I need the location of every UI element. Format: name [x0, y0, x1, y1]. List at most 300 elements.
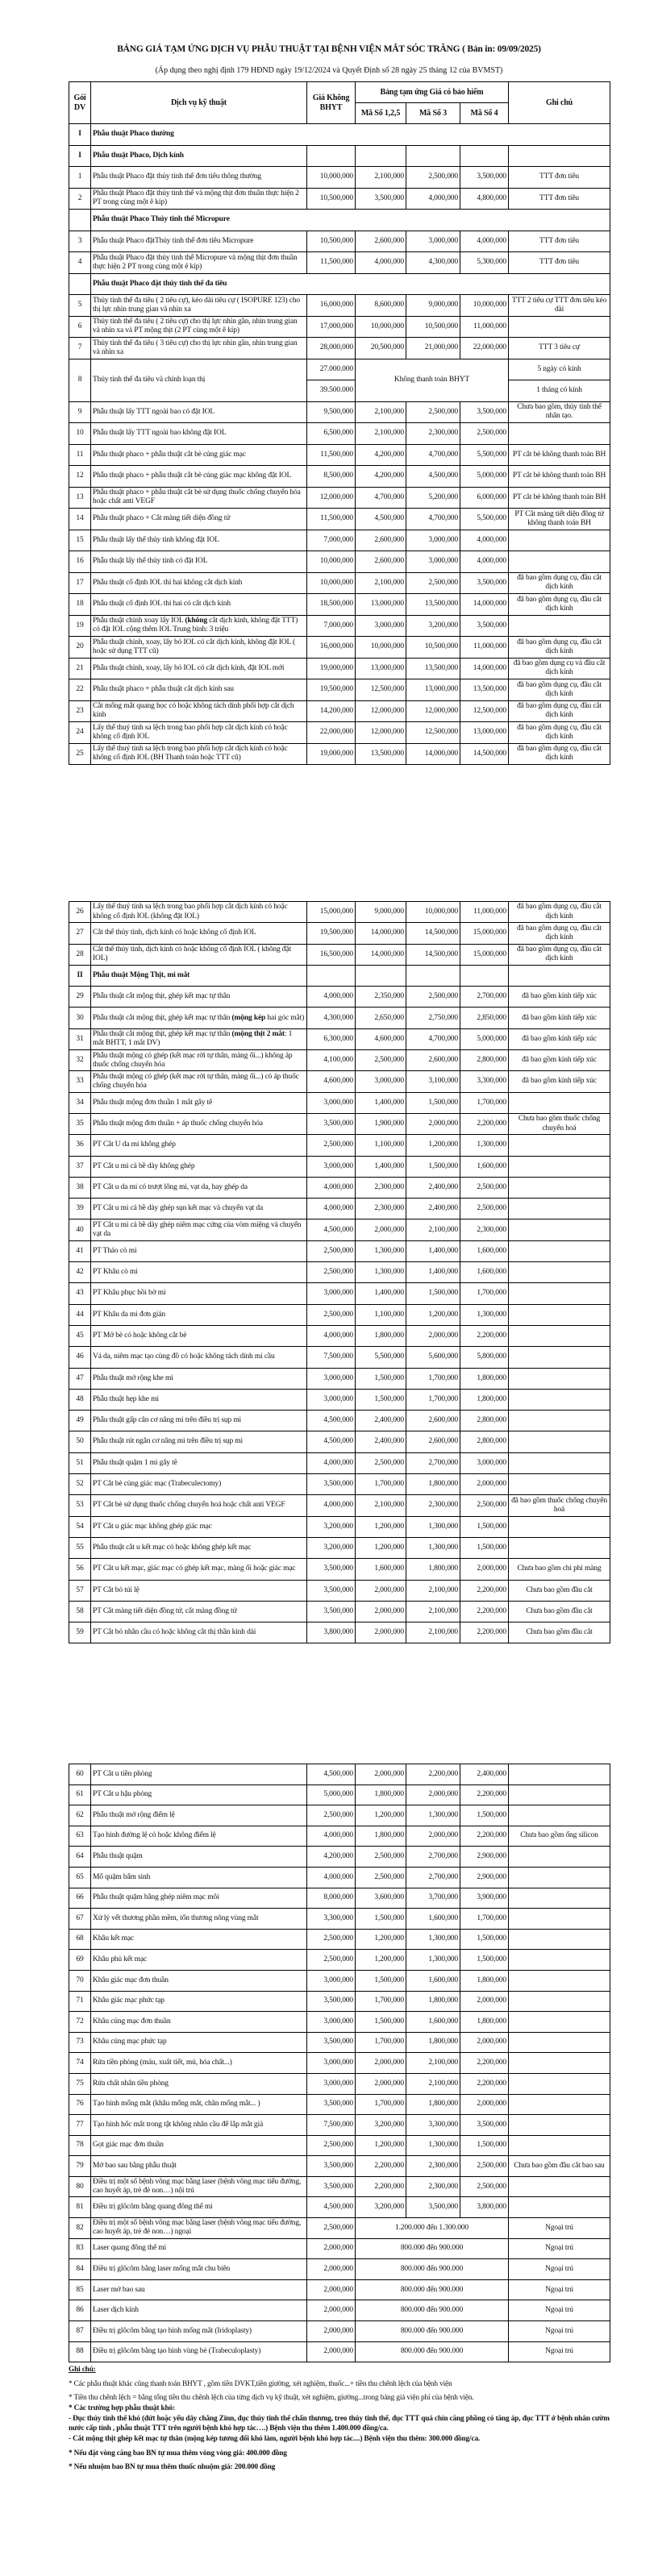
- table-row: [69, 1537, 610, 1558]
- row-number: 20: [69, 637, 91, 659]
- price-no-insurance: 6,300,000: [307, 1028, 356, 1049]
- price-no-insurance: 2,500,000: [307, 1950, 356, 1971]
- table-row: [69, 295, 610, 317]
- table-row: [69, 1826, 610, 1847]
- service-name: Phẫu thuật mộng có ghép (kết mạc rời tự thân, màng ối...) có áp thuốc chống chuyển hóa: [91, 1071, 307, 1092]
- note: [509, 1177, 610, 1198]
- price-code-3: 14,500,000: [406, 944, 460, 965]
- price-no-insurance: 3,000,000: [307, 1156, 356, 1177]
- service-name: Cắt thể thủy tinh, dịch kính có hoặc không cố định IOL: [91, 923, 307, 944]
- price-code-125: 2,350,000: [356, 987, 406, 1008]
- price-code-4: 12,500,000: [460, 700, 509, 722]
- price-no-insurance: 3,000,000: [307, 2053, 356, 2074]
- price-no-insurance: 2,500,000: [307, 1135, 356, 1156]
- price-code-3: 2,100,000: [406, 2073, 460, 2094]
- table-row: [69, 2218, 610, 2239]
- table-row: [69, 1580, 610, 1601]
- price-code-3: 3,000,000: [406, 551, 460, 573]
- row-number: 77: [69, 2115, 91, 2136]
- row-number: 23: [69, 700, 91, 722]
- price-code-4: 1,800,000: [460, 1389, 509, 1410]
- row-number: 31: [69, 1028, 91, 1049]
- price-code-125: 2,400,000: [356, 1431, 406, 1452]
- price-code-125: 2,500,000: [356, 1847, 406, 1868]
- price-no-insurance: 3,500,000: [307, 1991, 356, 2012]
- price-code-125: 1,700,000: [356, 2032, 406, 2053]
- table-row: [69, 1452, 610, 1473]
- price-no-insurance: 6,500,000: [307, 423, 356, 445]
- note: Chưa bao gồm đầu cắt: [509, 1601, 610, 1622]
- price-code-4: 5,500,000: [460, 444, 509, 466]
- price-no-insurance: 4,600,000: [307, 1071, 356, 1092]
- empty-cell: [307, 145, 356, 167]
- note: TTT đơn tiêu: [509, 252, 610, 274]
- price-no-insurance: 19,000,000: [307, 658, 356, 679]
- price-code-4: 1,300,000: [460, 1304, 509, 1325]
- price-no-insurance: 3,200,000: [307, 1537, 356, 1558]
- price-no-insurance: 4,200,000: [307, 1847, 356, 1868]
- price-code-3: 1,700,000: [406, 1368, 460, 1389]
- service-name: Khâu kết mạc: [91, 1929, 307, 1950]
- service-name: Tạo hình hốc mắt trong tật không nhãn cầu để lắp mắt giả: [91, 2115, 307, 2136]
- service-name: Phẫu thuật quặm 1 mi gây tê: [91, 1452, 307, 1473]
- section-title: Phẫu thuật Phaco, Dịch kính: [91, 145, 307, 167]
- price-code-125: 1,200,000: [356, 1805, 406, 1826]
- note-item: - Cắt mộng thịt ghép kết mạc tự thân (mộng kép tương đối khó làm, người bệnh khó hợp tác....) Bệnh viện thu thêm: 300.000 đồng/ca.: [69, 2435, 481, 2444]
- note: Ngoại trú: [509, 2218, 610, 2239]
- price-code-125: 2,200,000: [356, 2176, 406, 2197]
- table-row: [69, 1970, 610, 1991]
- price-code-4: 11,000,000: [460, 637, 509, 659]
- service-name-part: Phẫu thuật cắt mộng thịt, ghép kết mạc tự thân: [93, 1013, 232, 1022]
- price-no-insurance: 4,000,000: [307, 1826, 356, 1847]
- price-code-4: 5,800,000: [460, 1347, 509, 1368]
- price-code-4: 2,000,000: [460, 1991, 509, 2012]
- price-code-125: 10,000,000: [356, 637, 406, 659]
- price-code-125: 2,100,000: [356, 1495, 406, 1516]
- table-row: [69, 700, 610, 722]
- price-code-4: 4,000,000: [460, 530, 509, 551]
- note: [509, 1431, 610, 1452]
- service-name: Phẫu thuật phaco + phẫu thuật cắt bè củng giác mạc không đặt IOL: [91, 466, 307, 488]
- price-code-4: 3,500,000: [460, 615, 509, 637]
- row-number: 19: [69, 615, 91, 637]
- note: TTT 2 tiêu cự TTT đơn tiêu kéo dài: [509, 295, 610, 317]
- insurance-range: 800.000 đến 900.000: [356, 2259, 509, 2280]
- table-row: [69, 1135, 610, 1156]
- service-name: PT Khâu da mi đơn giản: [91, 1304, 307, 1325]
- price-code-125: 1,500,000: [356, 1909, 406, 1930]
- table-row: [69, 1495, 610, 1516]
- note: TTT 3 tiêu cự: [509, 338, 610, 359]
- table-row: [69, 1559, 610, 1580]
- price-code-3: 1,300,000: [406, 1805, 460, 1826]
- price-no-insurance: 3,000,000: [307, 2012, 356, 2033]
- price-code-4: 22,000,000: [460, 338, 509, 359]
- price-no-insurance: 2,000,000: [307, 2321, 356, 2342]
- section-row: [69, 145, 610, 167]
- price-code-125: 2,400,000: [356, 1411, 406, 1431]
- note-item: * Tiền thu chênh lệch = bằng tổng tiền thu chênh lệch của từng dịch vụ kỹ thuật, xét nghiệm, giường...trong bảng giá viện phí của bệnh viện.: [69, 2394, 474, 2403]
- table-row: [69, 1867, 610, 1888]
- price-code-3: 2,500,000: [406, 167, 460, 189]
- price-no-insurance: 4,000,000: [307, 1867, 356, 1888]
- price-code-4: 3,300,000: [460, 1071, 509, 1092]
- price-code-125: 1,200,000: [356, 2135, 406, 2156]
- service-name: Thủy tinh thể đa tiêu ( 2 tiêu cự), kéo dài tiêu cự ( ISOPURE 123) cho thị lực nhìn trung gian và nhìn xa: [91, 295, 307, 317]
- service-name: Mở bao sau bằng phẫu thuật: [91, 2156, 307, 2177]
- price-no-insurance: 3,500,000: [307, 2094, 356, 2115]
- price-code-125: 2,000,000: [356, 1622, 406, 1643]
- service-name: Phẫu thuật Phaco đặt thủy tinh thể Micropure và mộng thịt đơn thuần thực hiện 2 PT trong cùng một ê kíp): [91, 252, 307, 274]
- table-row: [69, 1601, 610, 1622]
- service-name: Phẫu thuật hẹp khe mi: [91, 1389, 307, 1410]
- price-code-4: 2,200,000: [460, 1785, 509, 1805]
- price-code-125: 5,500,000: [356, 1347, 406, 1368]
- table-row: [69, 1368, 610, 1389]
- row-number: 67: [69, 1909, 91, 1930]
- service-name: Rửa chất nhân tiền phòng: [91, 2073, 307, 2094]
- table-row: [69, 679, 610, 701]
- row-number: 22: [69, 679, 91, 701]
- row-number: 37: [69, 1156, 91, 1177]
- note: [509, 1219, 610, 1240]
- row-number: 68: [69, 1929, 91, 1950]
- service-name: Phẫu thuật quặm: [91, 1847, 307, 1868]
- price-code-3: 3,200,000: [406, 615, 460, 637]
- service-name: PT Cắt u tiền phòng: [91, 1764, 307, 1785]
- table-row: [69, 2053, 610, 2074]
- price-code-3: 3,100,000: [406, 1071, 460, 1092]
- price-no-insurance: 3,000,000: [307, 1970, 356, 1991]
- price-code-4: 4,000,000: [460, 231, 509, 252]
- table-row: [69, 188, 610, 210]
- price-code-3: 1,300,000: [406, 1929, 460, 1950]
- service-name-part: : 1 mắt BHTT, 1 mắt DV): [93, 1030, 293, 1048]
- price-no-insurance: 10,000,000: [307, 551, 356, 573]
- price-code-3: 1,300,000: [406, 2135, 460, 2156]
- table-row: [69, 1991, 610, 2012]
- row-number: 12: [69, 466, 91, 488]
- insurance-merged: Không thanh toán BHYT: [356, 359, 509, 401]
- table-row: [69, 1199, 610, 1219]
- price-no-insurance: 4,000,000: [307, 1199, 356, 1219]
- table-row: [69, 743, 610, 765]
- row-number: 51: [69, 1452, 91, 1473]
- price-code-3: 4,000,000: [406, 188, 460, 210]
- price-code-4: 1,500,000: [460, 1805, 509, 1826]
- table-row: [69, 444, 610, 466]
- price-code-4: 1,500,000: [460, 1516, 509, 1537]
- insurance-range: 800.000 đến 900.000: [356, 2238, 509, 2259]
- price-code-125: 4,200,000: [356, 466, 406, 488]
- price-code-3: 2,100,000: [406, 1601, 460, 1622]
- service-name: PT Cắt bè củng giác mạc (Trabeculectomy): [91, 1474, 307, 1495]
- price-code-4: 2,300,000: [460, 1219, 509, 1240]
- price-code-4: 1,800,000: [460, 1970, 509, 1991]
- table-row: [69, 923, 610, 944]
- section-number: II: [69, 965, 91, 986]
- price-code-125: 1,200,000: [356, 1516, 406, 1537]
- table-row: [69, 1156, 610, 1177]
- table-row: [69, 1411, 610, 1431]
- service-name: Khâu củng mạc đơn thuần: [91, 2012, 307, 2033]
- price-code-3: 1,800,000: [406, 2094, 460, 2115]
- section-number: I: [69, 145, 91, 167]
- price-code-3: 4,500,000: [406, 466, 460, 488]
- price-code-125: 1,500,000: [356, 1368, 406, 1389]
- row-number: 86: [69, 2300, 91, 2321]
- price-code-3: 3,700,000: [406, 1888, 460, 1909]
- table-row: [69, 1431, 610, 1452]
- price-code-125: 2,500,000: [356, 1452, 406, 1473]
- price-code-125: 20,500,000: [356, 338, 406, 359]
- price-code-3: 1,600,000: [406, 1970, 460, 1991]
- insurance-range: 800.000 đến 900.000: [356, 2279, 509, 2300]
- table-row: [69, 615, 610, 637]
- note-item: * Nếu đặt vòng căng bao BN tự mua thêm vòng vòng giá: 400.000 đồng: [69, 2449, 287, 2458]
- price-no-insurance: 3,500,000: [307, 1474, 356, 1495]
- price-code-3: 10,500,000: [406, 637, 460, 659]
- price-code-125: 1,100,000: [356, 1135, 406, 1156]
- note: TTT đơn tiêu: [509, 167, 610, 189]
- note: đã bao gồm dụng cụ và đầu cắt dịch kính: [509, 658, 610, 679]
- note: đã bao gồm kính tiếp xúc: [509, 1028, 610, 1049]
- price-no-insurance: 18,500,000: [307, 594, 356, 616]
- row-number: 80: [69, 2176, 91, 2197]
- price-code-125: 1,200,000: [356, 1950, 406, 1971]
- note: đã bao gồm dụng cụ, đầu cắt dịch kính: [509, 743, 610, 765]
- price-code-125: 2,000,000: [356, 1580, 406, 1601]
- price-code-125: 1,800,000: [356, 1826, 406, 1847]
- row-number: 57: [69, 1580, 91, 1601]
- row-number: 8: [69, 359, 91, 401]
- header-code-4: Mã Số 4: [460, 103, 509, 124]
- price-code-4: 2,800,000: [460, 1411, 509, 1431]
- service-name: Laser quang đông thể mi: [91, 2238, 307, 2259]
- price-code-125: 13,000,000: [356, 658, 406, 679]
- row-number: 79: [69, 2156, 91, 2177]
- price-code-3: 1,500,000: [406, 1092, 460, 1113]
- table-row: [69, 2094, 610, 2115]
- price-code-125: 1,500,000: [356, 2012, 406, 2033]
- table-row: [69, 722, 610, 744]
- service-name: Phẫu thuật mở rộng điểm lệ: [91, 1805, 307, 1826]
- row-number: 50: [69, 1431, 91, 1452]
- price-code-125: 2,100,000: [356, 423, 406, 445]
- price-code-4: 5,000,000: [460, 1028, 509, 1049]
- row-number: 56: [69, 1559, 91, 1580]
- price-code-4: 2,800,000: [460, 1050, 509, 1071]
- table-row: [69, 1805, 610, 1826]
- price-code-125: 14,000,000: [356, 923, 406, 944]
- price-code-3: 1,300,000: [406, 1537, 460, 1558]
- table-row: [69, 1622, 610, 1643]
- note: [509, 1474, 610, 1495]
- service-name: Khâu củng mạc phức tạp: [91, 2032, 307, 2053]
- price-code-125: 1,700,000: [356, 1474, 406, 1495]
- table-row: [69, 1909, 610, 1930]
- price-code-4: 2,700,000: [460, 987, 509, 1008]
- table-row: [69, 2176, 610, 2197]
- price-no-insurance: 7,500,000: [307, 1347, 356, 1368]
- table-row: [69, 401, 610, 423]
- price-code-4: 2,500,000: [460, 423, 509, 445]
- service-name-bold: (mộng kép: [231, 1013, 266, 1022]
- service-name: Phẫu thuật mở rộng khe mi: [91, 1368, 307, 1389]
- row-number: 75: [69, 2073, 91, 2094]
- price-code-3: 4,700,000: [406, 1028, 460, 1049]
- price-code-125: 4,600,000: [356, 1028, 406, 1049]
- note: [509, 1347, 610, 1368]
- price-code-125: 2,300,000: [356, 1177, 406, 1198]
- price-code-3: 2,300,000: [406, 2176, 460, 2197]
- row-number: 14: [69, 509, 91, 530]
- price-no-insurance: 2,000,000: [307, 2238, 356, 2259]
- note: [509, 1950, 610, 1971]
- price-no-insurance: 16,500,000: [307, 944, 356, 965]
- note: 1 tháng có kính: [509, 380, 610, 402]
- price-code-3: 1,600,000: [406, 2012, 460, 2033]
- price-code-125: 1,100,000: [356, 1304, 406, 1325]
- price-code-3: 9,000,000: [406, 295, 460, 317]
- note: [509, 1325, 610, 1346]
- price-code-3: 4,700,000: [406, 509, 460, 530]
- service-name: Lấy thể thuỷ tinh sa lệch trong bao phối hợp cắt dịch kính có hoặc không cố định IOL: [91, 722, 307, 744]
- price-code-125: 1,400,000: [356, 1283, 406, 1304]
- price-code-4: 10,000,000: [460, 295, 509, 317]
- price-code-125: 14,000,000: [356, 944, 406, 965]
- price-code-3: 21,000,000: [406, 338, 460, 359]
- row-number: 24: [69, 722, 91, 744]
- price-code-4: 2,400,000: [460, 1764, 509, 1785]
- price-code-3: 1,400,000: [406, 1262, 460, 1283]
- price-code-125: 3,000,000: [356, 615, 406, 637]
- price-no-insurance: 2,000,000: [307, 2279, 356, 2300]
- price-code-4: 3,500,000: [460, 572, 509, 594]
- price-code-4: 11,000,000: [460, 316, 509, 338]
- price-code-3: 14,000,000: [406, 743, 460, 765]
- row-number: 54: [69, 1516, 91, 1537]
- row-number: 61: [69, 1785, 91, 1805]
- price-code-4: 3,800,000: [460, 2197, 509, 2218]
- price-code-125: 1,400,000: [356, 1092, 406, 1113]
- service-name: Mổ quặm bẩm sinh: [91, 1867, 307, 1888]
- price-no-insurance: 2,500,000: [307, 2135, 356, 2156]
- price-code-4: 14,500,000: [460, 743, 509, 765]
- price-code-4: 6,000,000: [460, 487, 509, 509]
- header-group: Gói DV: [69, 82, 91, 124]
- row-number: 36: [69, 1135, 91, 1156]
- note: [509, 1135, 610, 1156]
- note: [509, 1991, 610, 2012]
- table-row: [69, 1347, 610, 1368]
- price-no-insurance: 3,000,000: [307, 2073, 356, 2094]
- row-number: 6: [69, 316, 91, 338]
- price-no-insurance: 4,000,000: [307, 987, 356, 1008]
- note: Ngoại trú: [509, 2341, 610, 2362]
- table-row: [69, 594, 610, 616]
- row-number: 73: [69, 2032, 91, 2053]
- price-no-insurance: 4,000,000: [307, 1177, 356, 1198]
- note: [509, 1262, 610, 1283]
- row-number: 3: [69, 231, 91, 252]
- price-code-125: 1,900,000: [356, 1113, 406, 1134]
- price-code-3: 2,700,000: [406, 1867, 460, 1888]
- table-row: [69, 1092, 610, 1113]
- row-number: 85: [69, 2279, 91, 2300]
- price-code-3: 2,100,000: [406, 2053, 460, 2074]
- table-row: [69, 466, 610, 488]
- row-number: 33: [69, 1071, 91, 1092]
- price-code-125: 2,000,000: [356, 2073, 406, 2094]
- price-code-3: 2,200,000: [406, 1764, 460, 1785]
- service-name: Laser dịch kính: [91, 2300, 307, 2321]
- price-code-125: 12,000,000: [356, 722, 406, 744]
- service-name: Phẫu thuật rút ngắn cơ nâng mi trên điều trị sụp mi: [91, 1431, 307, 1452]
- price-code-3: 2,700,000: [406, 1452, 460, 1473]
- row-number: 15: [69, 530, 91, 551]
- empty-cell: [356, 145, 406, 167]
- price-code-125: 3,200,000: [356, 2197, 406, 2218]
- header-price-no-insurance: Giá Không BHYT: [307, 82, 356, 124]
- note: [509, 1805, 610, 1826]
- table-row: [69, 1929, 610, 1950]
- price-code-3: 1,500,000: [406, 1283, 460, 1304]
- price-code-125: 1,700,000: [356, 1991, 406, 2012]
- price-code-3: 1,800,000: [406, 1559, 460, 1580]
- service-name: Phẫu thuật lấy thể thủy tinh không đặt IOL: [91, 530, 307, 551]
- price-no-insurance: 4,500,000: [307, 1411, 356, 1431]
- price-code-4: 1,600,000: [460, 1262, 509, 1283]
- note: đã bao gồm dụng cụ, đầu cắt dịch kính: [509, 923, 610, 944]
- service-name: Điều trị glôcôm bằng tạo hình vùng bè (Trabeculoplasty): [91, 2341, 307, 2362]
- note: Ngoại trú: [509, 2321, 610, 2342]
- table-row: [69, 1764, 610, 1785]
- price-code-4: 3,500,000: [460, 167, 509, 189]
- table-row: [69, 252, 610, 274]
- table-row: [69, 2197, 610, 2218]
- table-row: [69, 1028, 610, 1049]
- service-name: Phẫu thuật lấy TTT ngoài bao không đặt IOL: [91, 423, 307, 445]
- price-code-4: 1,500,000: [460, 1929, 509, 1950]
- row-number: 35: [69, 1113, 91, 1134]
- price-no-insurance: 5,000,000: [307, 1785, 356, 1805]
- note: [509, 2094, 610, 2115]
- service-name: PT Mở bè có hoặc không cắt bè: [91, 1325, 307, 1346]
- note: PT cắt bè không thanh toán BH: [509, 487, 610, 509]
- insurance-range: 1.200.000 đến 1.300.000: [356, 2218, 509, 2239]
- note: [509, 2012, 610, 2033]
- empty-cell: [460, 145, 509, 167]
- price-table-page-2: [69, 901, 610, 1643]
- price-code-4: 4,000,000: [460, 551, 509, 573]
- table-row: [69, 1325, 610, 1346]
- price-code-4: 13,500,000: [460, 679, 509, 701]
- price-code-4: 2,200,000: [460, 2073, 509, 2094]
- price-no-insurance: 16,000,000: [307, 295, 356, 317]
- price-no-insurance: 4,000,000: [307, 1325, 356, 1346]
- empty-cell: [460, 965, 509, 986]
- price-no-insurance: 10,500,000: [307, 231, 356, 252]
- price-code-125: 3,200,000: [356, 2115, 406, 2136]
- price-code-3: 2,000,000: [406, 1826, 460, 1847]
- row-number: 44: [69, 1304, 91, 1325]
- row-number: 71: [69, 1991, 91, 2012]
- note: [509, 1156, 610, 1177]
- note: [509, 1368, 610, 1389]
- header-code-3: Mã Số 3: [406, 103, 460, 124]
